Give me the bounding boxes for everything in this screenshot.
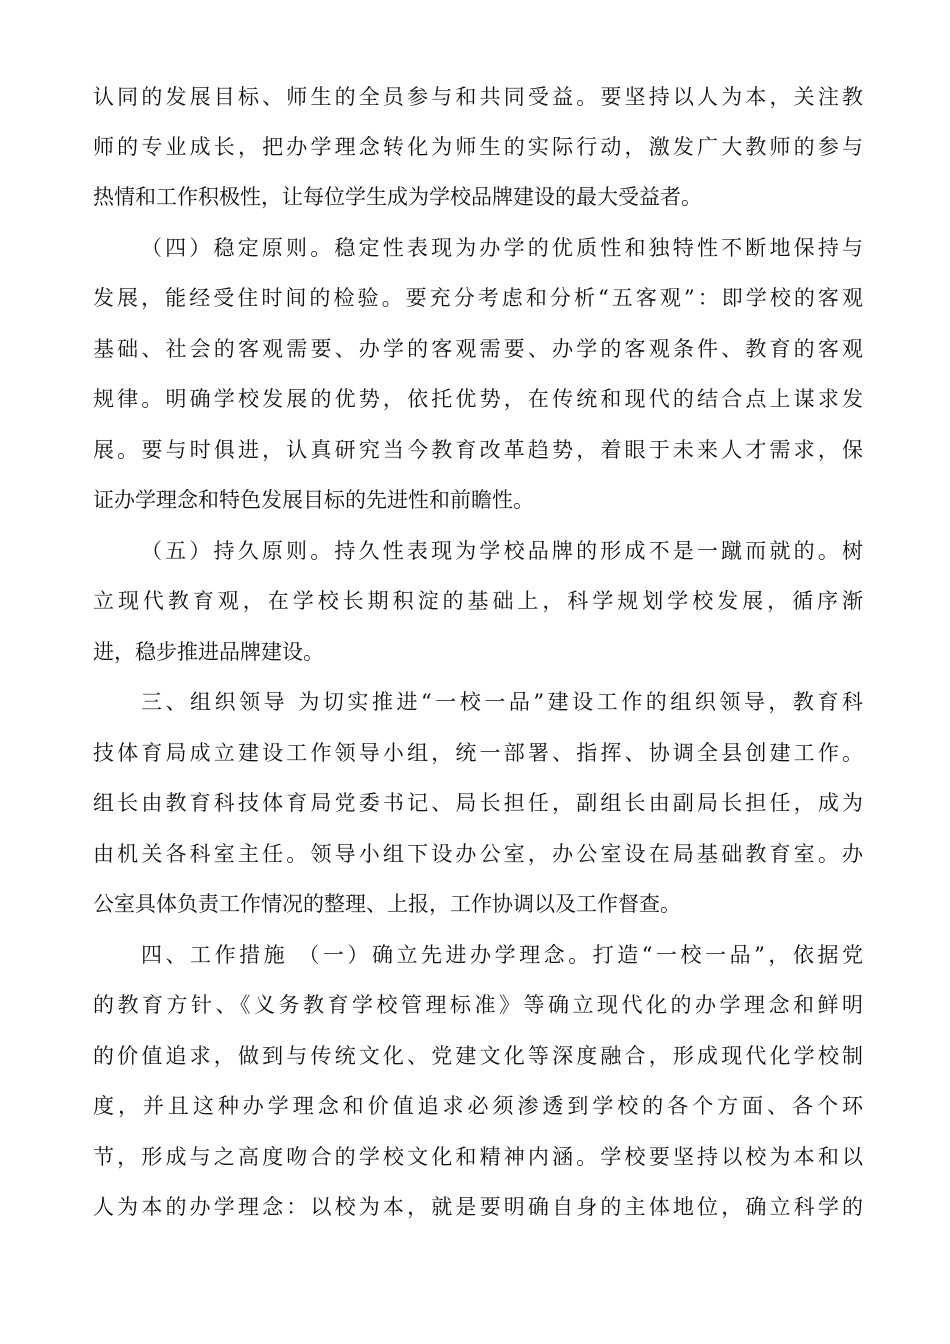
text-line: （五）持久原则。持久性表现为学校品牌的形成不是一蹴而就的。树 xyxy=(141,539,863,563)
text-line: 展。要与时俱进，认真研究当今教育改革趋势，着眼于未来人才需求，保 xyxy=(93,438,863,462)
text-line: 三、组织领导 为切实推进“一校一品”建设工作的组织领导，教育科 xyxy=(141,690,863,714)
text-line: 公室具体负责工作情况的整理、上报，工作协调以及工作督查。 xyxy=(93,892,681,916)
text-line: 节，形成与之高度吻合的学校文化和精神内涵。学校要坚持以校为本和以 xyxy=(93,1145,863,1169)
text-line: 度，并且这种办学理念和价值追求必须渗透到学校的各个方面、各个环 xyxy=(93,1094,863,1118)
text-line: 证办学理念和特色发展目标的先进性和前瞻性。 xyxy=(93,488,534,512)
text-line: 认同的发展目标、师生的全员参与和共同受益。要坚持以人为本，关注教 xyxy=(93,85,863,109)
text-line: 技体育局成立建设工作领导小组，统一部署、指挥、协调全县创建工作。 xyxy=(93,741,863,765)
text-line: 立现代教育观，在学校长期积淀的基础上，科学规划学校发展，循序渐 xyxy=(93,589,863,613)
text-line: 热情和工作积极性，让每位学生成为学校品牌建设的最大受益者。 xyxy=(93,185,702,209)
text-line: 基础、社会的客观需要、办学的客观需要、办学的客观条件、教育的客观 xyxy=(93,337,863,361)
text-line: 四、工作措施 （一）确立先进办学理念。打造“一校一品”，依据党 xyxy=(141,943,863,967)
text-line: 组长由教育科技体育局党委书记、局长担任，副组长由副局长担任，成为 xyxy=(93,791,863,815)
text-line: 规律。明确学校发展的优势，依托优势，在传统和现代的结合点上谋求发 xyxy=(93,387,863,411)
text-line: 进，稳步推进品牌建设。 xyxy=(93,640,324,664)
text-line: 的教育方针、《义务教育学校管理标准》等确立现代化的办学理念和鲜明 xyxy=(93,993,863,1017)
text-line: 发展，能经受住时间的检验。要充分考虑和分析“五客观”：即学校的客观 xyxy=(93,286,863,310)
text-line: 的价值追求，做到与传统文化、党建文化等深度融合，形成现代化学校制 xyxy=(93,1044,863,1068)
text-line: 师的专业成长，把办学理念转化为师生的实际行动，激发广大教师的参与 xyxy=(93,135,863,159)
text-line: （四）稳定原则。稳定性表现为办学的优质性和独特性不断地保持与 xyxy=(141,236,863,260)
text-line: 人为本的办学理念：以校为本，就是要明确自身的主体地位，确立科学的 xyxy=(93,1195,863,1219)
text-line: 由机关各科室主任。领导小组下设办公室，办公室设在局基础教育室。办 xyxy=(93,842,863,866)
